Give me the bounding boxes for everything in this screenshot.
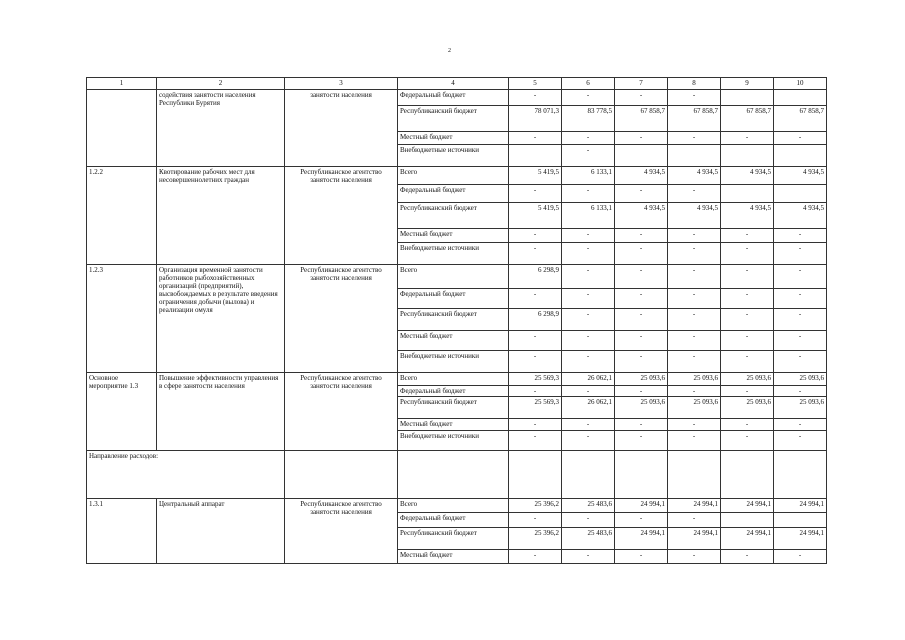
amount-cell: 4 934,5 bbox=[615, 203, 668, 229]
funding-source: Местный бюджет bbox=[398, 331, 509, 351]
amount-cell: 4 934,5 bbox=[774, 167, 827, 185]
amount-cell: - bbox=[562, 550, 615, 564]
amount-cell: 25 569,3 bbox=[509, 397, 562, 419]
funding-source: Республиканский бюджет bbox=[398, 397, 509, 419]
amount-cell: - bbox=[562, 309, 615, 331]
amount-cell: - bbox=[668, 243, 721, 265]
funding-source: Республиканский бюджет bbox=[398, 106, 509, 132]
column-header: 4 bbox=[398, 78, 509, 90]
amount-cell: - bbox=[562, 289, 615, 309]
amount-cell: - bbox=[562, 431, 615, 451]
amount-cell: 24 994,1 bbox=[668, 528, 721, 550]
amount-cell: - bbox=[615, 309, 668, 331]
amount-cell: - bbox=[509, 419, 562, 431]
amount-cell: 78 071,3 bbox=[509, 106, 562, 132]
funding-source: Внебюджетные источники bbox=[398, 243, 509, 265]
table-row bbox=[87, 90, 827, 106]
amount-cell bbox=[721, 90, 774, 106]
item-name: Квотирование рабочих мест для несовершеннолетних граждан bbox=[157, 167, 285, 265]
funding-source: Всего bbox=[398, 265, 509, 289]
amount-cell: - bbox=[615, 331, 668, 351]
amount-cell bbox=[668, 145, 721, 167]
amount-cell: 24 994,1 bbox=[774, 499, 827, 513]
amount-cell: - bbox=[774, 431, 827, 451]
amount-cell: - bbox=[774, 331, 827, 351]
amount-cell: - bbox=[509, 513, 562, 528]
amount-cell: - bbox=[774, 351, 827, 373]
amount-cell: 25 569,3 bbox=[509, 373, 562, 386]
item-code: Основное мероприятие 1.3 bbox=[87, 373, 157, 451]
column-header: 5 bbox=[509, 78, 562, 90]
amount-cell: 6 298,9 bbox=[509, 265, 562, 289]
column-header: 2 bbox=[157, 78, 285, 90]
item-name: Центральный аппарат bbox=[157, 499, 285, 564]
item-executor bbox=[285, 451, 398, 499]
amount-cell bbox=[774, 90, 827, 106]
funding-source: Всего bbox=[398, 499, 509, 513]
amount-cell bbox=[509, 451, 562, 499]
amount-cell: 24 994,1 bbox=[774, 528, 827, 550]
amount-cell: - bbox=[721, 229, 774, 243]
amount-cell bbox=[774, 185, 827, 203]
amount-cell: - bbox=[509, 550, 562, 564]
amount-cell: - bbox=[668, 513, 721, 528]
funding-source: Внебюджетные источники bbox=[398, 145, 509, 167]
amount-cell: - bbox=[562, 229, 615, 243]
column-header: 8 bbox=[668, 78, 721, 90]
amount-cell: - bbox=[774, 419, 827, 431]
amount-cell: - bbox=[562, 351, 615, 373]
amount-cell bbox=[615, 451, 668, 499]
column-header: 6 bbox=[562, 78, 615, 90]
amount-cell: 25 093,6 bbox=[721, 373, 774, 386]
amount-cell: - bbox=[774, 265, 827, 289]
amount-cell: - bbox=[615, 229, 668, 243]
amount-cell bbox=[774, 513, 827, 528]
item-executor: Республиканское агентство занятости населения bbox=[285, 265, 398, 373]
amount-cell: 24 994,1 bbox=[615, 499, 668, 513]
amount-cell: 5 419,5 bbox=[509, 203, 562, 229]
amount-cell: 25 093,6 bbox=[774, 373, 827, 386]
amount-cell: - bbox=[668, 351, 721, 373]
amount-cell: 4 934,5 bbox=[668, 167, 721, 185]
amount-cell: - bbox=[774, 132, 827, 145]
amount-cell: - bbox=[509, 229, 562, 243]
amount-cell: 4 934,5 bbox=[774, 203, 827, 229]
amount-cell: - bbox=[615, 265, 668, 289]
amount-cell: - bbox=[721, 331, 774, 351]
amount-cell: 26 062,1 bbox=[562, 373, 615, 386]
table-row bbox=[87, 451, 827, 499]
item-name: Организация временной занятости работников рыбохозяйственных организаций (предприятий), высвобождаемых в результате введения ограничения добычи (вылова) и реализации омуля bbox=[157, 265, 285, 373]
amount-cell: 67 858,7 bbox=[668, 106, 721, 132]
amount-cell: - bbox=[668, 331, 721, 351]
funding-source: Республиканский бюджет bbox=[398, 528, 509, 550]
amount-cell bbox=[721, 451, 774, 499]
amount-cell bbox=[615, 145, 668, 167]
amount-cell bbox=[721, 185, 774, 203]
amount-cell: - bbox=[615, 132, 668, 145]
amount-cell: - bbox=[668, 90, 721, 106]
amount-cell: 24 994,1 bbox=[721, 528, 774, 550]
amount-cell: 25 396,2 bbox=[509, 528, 562, 550]
item-executor: Республиканское агентство занятости населения bbox=[285, 499, 398, 564]
amount-cell: 67 858,7 bbox=[721, 106, 774, 132]
amount-cell: - bbox=[721, 351, 774, 373]
amount-cell: - bbox=[721, 419, 774, 431]
item-code: 1.3.1 bbox=[87, 499, 157, 564]
amount-cell: 4 934,5 bbox=[721, 203, 774, 229]
amount-cell: 6 298,9 bbox=[509, 309, 562, 331]
funding-source: Местный бюджет bbox=[398, 550, 509, 564]
funding-source: Федеральный бюджет bbox=[398, 185, 509, 203]
funding-source: Федеральный бюджет bbox=[398, 386, 509, 397]
column-header: 3 bbox=[285, 78, 398, 90]
amount-cell: - bbox=[615, 431, 668, 451]
amount-cell: 67 858,7 bbox=[774, 106, 827, 132]
amount-cell: - bbox=[509, 351, 562, 373]
column-header: 1 bbox=[87, 78, 157, 90]
amount-cell: 25 093,6 bbox=[668, 373, 721, 386]
amount-cell bbox=[774, 451, 827, 499]
amount-cell: - bbox=[721, 265, 774, 289]
amount-cell: 6 133,1 bbox=[562, 203, 615, 229]
amount-cell: 67 858,7 bbox=[615, 106, 668, 132]
amount-cell: - bbox=[562, 90, 615, 106]
amount-cell: - bbox=[562, 386, 615, 397]
item-name: содействия занятости населения Республики Бурятия bbox=[157, 90, 285, 167]
amount-cell: 4 934,5 bbox=[668, 203, 721, 229]
amount-cell: - bbox=[721, 386, 774, 397]
budget-table bbox=[86, 77, 827, 564]
amount-cell: - bbox=[562, 243, 615, 265]
amount-cell: - bbox=[615, 419, 668, 431]
amount-cell: - bbox=[668, 419, 721, 431]
item-code: 1.2.2 bbox=[87, 167, 157, 265]
amount-cell: 25 483,6 bbox=[562, 499, 615, 513]
amount-cell: - bbox=[562, 331, 615, 351]
amount-cell: - bbox=[509, 132, 562, 145]
amount-cell: - bbox=[774, 289, 827, 309]
amount-cell: - bbox=[509, 185, 562, 203]
table-row bbox=[87, 373, 827, 386]
funding-source: Местный бюджет bbox=[398, 229, 509, 243]
amount-cell: 25 483,6 bbox=[562, 528, 615, 550]
amount-cell: 25 093,6 bbox=[774, 397, 827, 419]
amount-cell: - bbox=[668, 431, 721, 451]
funding-source bbox=[398, 451, 509, 499]
amount-cell: - bbox=[721, 550, 774, 564]
amount-cell: - bbox=[721, 289, 774, 309]
funding-source: Федеральный бюджет bbox=[398, 90, 509, 106]
amount-cell: - bbox=[721, 243, 774, 265]
amount-cell: - bbox=[562, 419, 615, 431]
amount-cell: - bbox=[615, 185, 668, 203]
funding-source: Всего bbox=[398, 167, 509, 185]
item-executor: занятости населения bbox=[285, 90, 398, 167]
funding-source: Местный бюджет bbox=[398, 419, 509, 431]
amount-cell: - bbox=[562, 145, 615, 167]
amount-cell: - bbox=[562, 265, 615, 289]
funding-source: Федеральный бюджет bbox=[398, 513, 509, 528]
item-code bbox=[87, 90, 157, 167]
amount-cell: 6 133,1 bbox=[562, 167, 615, 185]
amount-cell: - bbox=[509, 90, 562, 106]
amount-cell: - bbox=[668, 289, 721, 309]
amount-cell: 5 419,5 bbox=[509, 167, 562, 185]
amount-cell: - bbox=[615, 513, 668, 528]
amount-cell: - bbox=[721, 431, 774, 451]
column-header-row bbox=[87, 78, 827, 90]
amount-cell: 25 093,6 bbox=[615, 373, 668, 386]
amount-cell bbox=[721, 513, 774, 528]
amount-cell: - bbox=[615, 289, 668, 309]
amount-cell: - bbox=[509, 386, 562, 397]
funding-source: Республиканский бюджет bbox=[398, 203, 509, 229]
amount-cell: - bbox=[615, 243, 668, 265]
amount-cell: - bbox=[615, 351, 668, 373]
table-row bbox=[87, 167, 827, 185]
amount-cell: - bbox=[774, 243, 827, 265]
column-header: 7 bbox=[615, 78, 668, 90]
amount-cell: - bbox=[774, 229, 827, 243]
amount-cell bbox=[562, 451, 615, 499]
amount-cell: - bbox=[615, 386, 668, 397]
item-executor: Республиканское агентство занятости населения bbox=[285, 373, 398, 451]
amount-cell bbox=[509, 145, 562, 167]
table-row bbox=[87, 499, 827, 513]
amount-cell: - bbox=[562, 185, 615, 203]
amount-cell: - bbox=[668, 132, 721, 145]
amount-cell: - bbox=[721, 309, 774, 331]
amount-cell: 25 093,6 bbox=[721, 397, 774, 419]
amount-cell: - bbox=[562, 513, 615, 528]
amount-cell: - bbox=[774, 309, 827, 331]
amount-cell: - bbox=[509, 243, 562, 265]
amount-cell bbox=[668, 451, 721, 499]
amount-cell: - bbox=[509, 431, 562, 451]
amount-cell: - bbox=[509, 331, 562, 351]
funding-source: Местный бюджет bbox=[398, 132, 509, 145]
amount-cell: - bbox=[668, 386, 721, 397]
item-executor: Республиканское агентство занятости населения bbox=[285, 167, 398, 265]
amount-cell: 24 994,1 bbox=[721, 499, 774, 513]
amount-cell: - bbox=[721, 132, 774, 145]
amount-cell: - bbox=[774, 550, 827, 564]
direction-label: Направление расходов: bbox=[87, 451, 285, 499]
amount-cell: 83 778,5 bbox=[562, 106, 615, 132]
amount-cell: 26 062,1 bbox=[562, 397, 615, 419]
amount-cell bbox=[774, 145, 827, 167]
amount-cell: 24 994,1 bbox=[615, 528, 668, 550]
amount-cell: - bbox=[774, 386, 827, 397]
item-code: 1.2.3 bbox=[87, 265, 157, 373]
amount-cell: - bbox=[562, 132, 615, 145]
column-header: 10 bbox=[774, 78, 827, 90]
amount-cell: - bbox=[668, 185, 721, 203]
amount-cell: - bbox=[668, 229, 721, 243]
funding-source: Всего bbox=[398, 373, 509, 386]
funding-source: Внебюджетные источники bbox=[398, 351, 509, 373]
funding-source: Федеральный бюджет bbox=[398, 289, 509, 309]
amount-cell: 4 934,5 bbox=[721, 167, 774, 185]
page-number: 2 bbox=[448, 48, 451, 54]
amount-cell: - bbox=[668, 265, 721, 289]
amount-cell: - bbox=[615, 90, 668, 106]
amount-cell: 4 934,5 bbox=[615, 167, 668, 185]
funding-source: Внебюджетные источники bbox=[398, 431, 509, 451]
table-row bbox=[87, 265, 827, 289]
column-header: 9 bbox=[721, 78, 774, 90]
amount-cell bbox=[721, 145, 774, 167]
item-name: Повышение эффективности управления в сфере занятости населения bbox=[157, 373, 285, 451]
amount-cell: 24 994,1 bbox=[668, 499, 721, 513]
amount-cell: - bbox=[615, 550, 668, 564]
amount-cell: - bbox=[668, 309, 721, 331]
amount-cell: 25 093,6 bbox=[615, 397, 668, 419]
amount-cell: - bbox=[668, 550, 721, 564]
amount-cell: - bbox=[509, 289, 562, 309]
amount-cell: 25 093,6 bbox=[668, 397, 721, 419]
funding-source: Республиканский бюджет bbox=[398, 309, 509, 331]
amount-cell: 25 396,2 bbox=[509, 499, 562, 513]
